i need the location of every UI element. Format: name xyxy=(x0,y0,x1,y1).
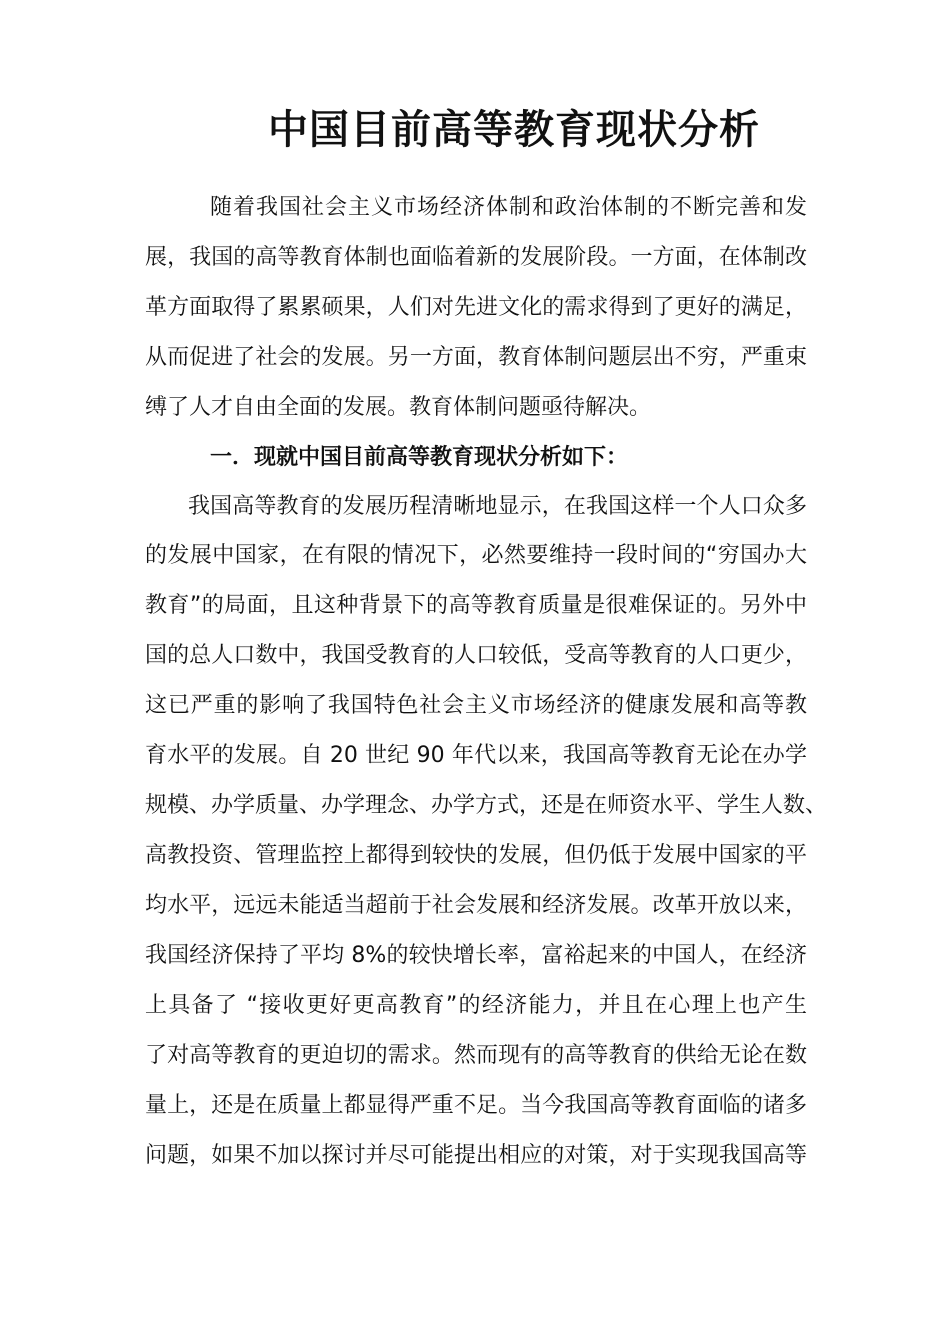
paragraph-line: 规模、办学质量、办学理念、办学方式，还是在师资水平、学生人数、 xyxy=(145,793,828,818)
paragraph-line: 从而促进了社会的发展。另一方面，教育体制问题层出不穷，严重束 xyxy=(145,345,807,370)
paragraph-line: 我国高等教育的发展历程清晰地显示，在我国这样一个人口众多 xyxy=(188,494,807,519)
paragraph-line: 革方面取得了累累硕果，人们对先进文化的需求得到了更好的满足， xyxy=(145,295,807,320)
paragraph-line: 我国经济保持了平均 8%的较快增长率，富裕起来的中国人，在经济 xyxy=(145,943,807,968)
paragraph-line: 缚了人才自由全面的发展。教育体制问题亟待解决。 xyxy=(145,395,652,420)
paragraph-line: 育水平的发展。自 20 世纪 90 年代以来，我国高等教育无论在办学 xyxy=(145,743,807,768)
paragraph-line: 高教投资、管理监控上都得到较快的发展，但仍低于发展中国家的平 xyxy=(145,843,807,868)
paragraph-line: 量上，还是在质量上都显得严重不足。当今我国高等教育面临的诸多 xyxy=(145,1093,807,1118)
paragraph-line: 教育”的局面，且这种背景下的高等教育质量是很难保证的。另外中 xyxy=(145,593,807,618)
paragraph-line: 随着我国社会主义市场经济体制和政治体制的不断完善和发 xyxy=(210,195,807,220)
paragraph-line: 上具备了 “接收更好更高教育”的经济能力，并且在心理上也产生 xyxy=(145,993,807,1018)
paragraph-line: 问题，如果不加以探讨并尽可能提出相应的对策，对于实现我国高等 xyxy=(145,1143,807,1168)
paragraph-line: 这已严重的影响了我国特色社会主义市场经济的健康发展和高等教 xyxy=(145,693,807,718)
paragraph-line: 国的总人口数中，我国受教育的人口较低，受高等教育的人口更少， xyxy=(145,643,807,668)
section-heading: 一．现就中国目前高等教育现状分析如下： xyxy=(210,445,629,470)
paragraph-line: 展，我国的高等教育体制也面临着新的发展阶段。一方面，在体制改 xyxy=(145,245,807,270)
paragraph-line: 均水平，远远未能适当超前于社会发展和经济发展。改革开放以来， xyxy=(145,893,807,918)
paragraph-line: 的发展中国家，在有限的情况下，必然要维持一段时间的“穷国办大 xyxy=(145,543,807,568)
document-title: 中国目前高等教育现状分析 xyxy=(268,107,760,153)
paragraph-line: 了对高等教育的更迫切的需求。然而现有的高等教育的供给无论在数 xyxy=(145,1043,807,1068)
